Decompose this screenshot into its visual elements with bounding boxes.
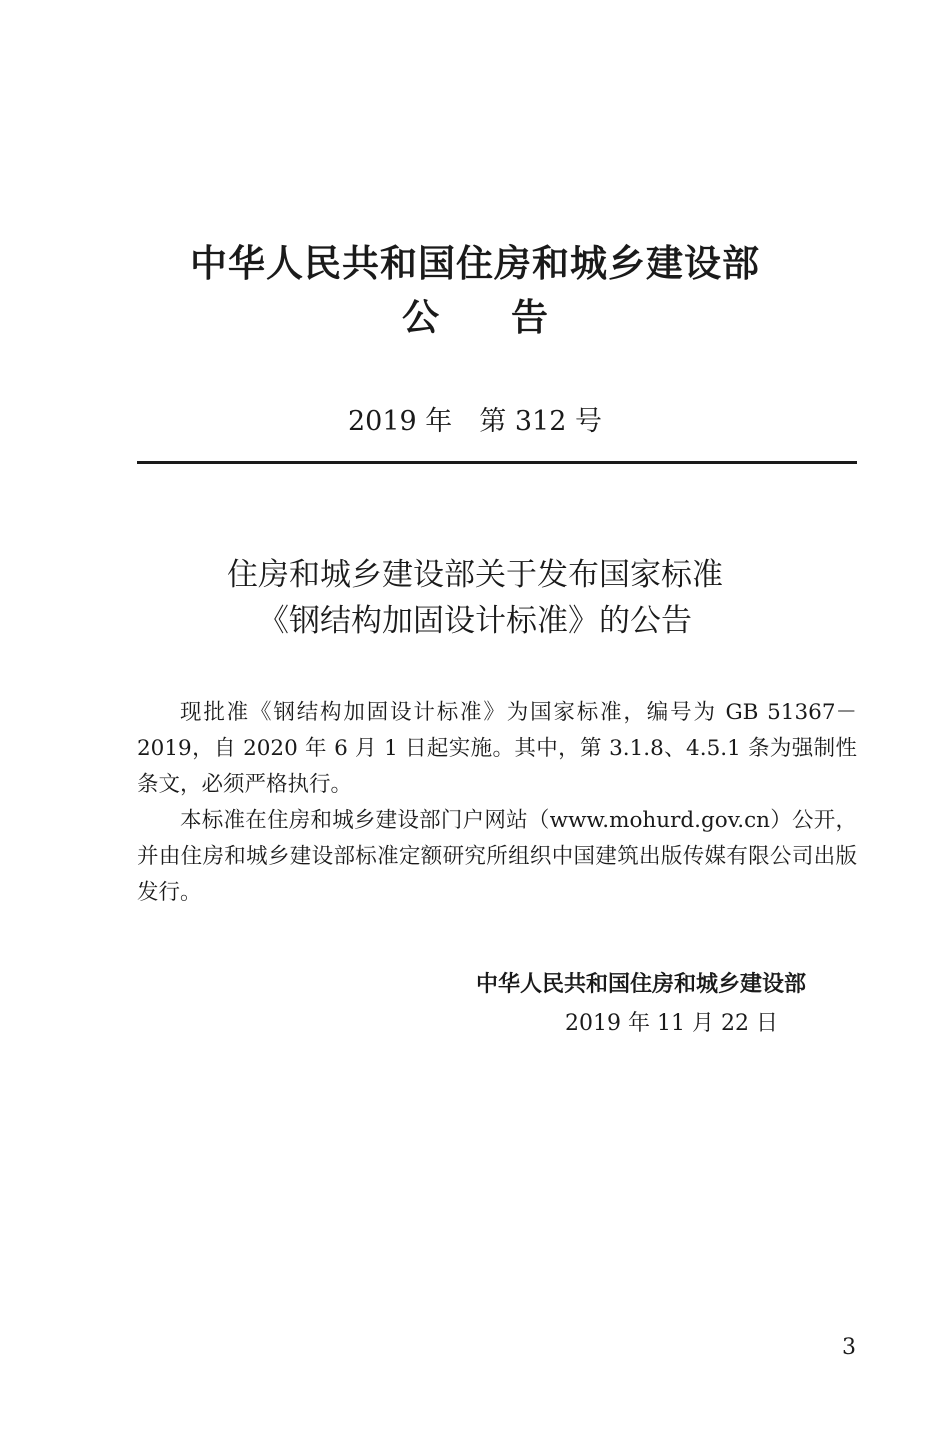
body-paragraph-1: 现批准《钢结构加固设计标准》为国家标准，编号为 GB 51367－2019，自 2020 年 6 月 1 日起实施。其中，第 3.1.8、4.5.1 条为强制性条文，必须严格执行。 [137, 700, 857, 797]
header-divider [137, 461, 857, 464]
document-type-title: 公告 [402, 296, 620, 339]
body-paragraph-2: 本标准在住房和城乡建设部门户网站（www.mohurd.gov.cn）公开，并由住房和城乡建设部标准定额研究所组织中国建筑出版传媒有限公司出版发行。 [137, 808, 857, 905]
announcement-body [137, 695, 857, 911]
subject-line-2: 《钢结构加固设计标准》的公告 [258, 603, 692, 639]
issuer-title: 中华人民共和国住房和城乡建设部 [190, 242, 760, 285]
signature-date: 2019 年 11 月 22 日 [565, 1011, 778, 1036]
subject-line-1: 住房和城乡建设部关于发布国家标准 [227, 557, 723, 593]
signature-issuer: 中华人民共和国住房和城乡建设部 [475, 972, 806, 997]
announcement-subject [0, 552, 950, 644]
document-number: 2019 年 第 312 号 [348, 406, 602, 437]
page-number: 3 [842, 1335, 856, 1360]
